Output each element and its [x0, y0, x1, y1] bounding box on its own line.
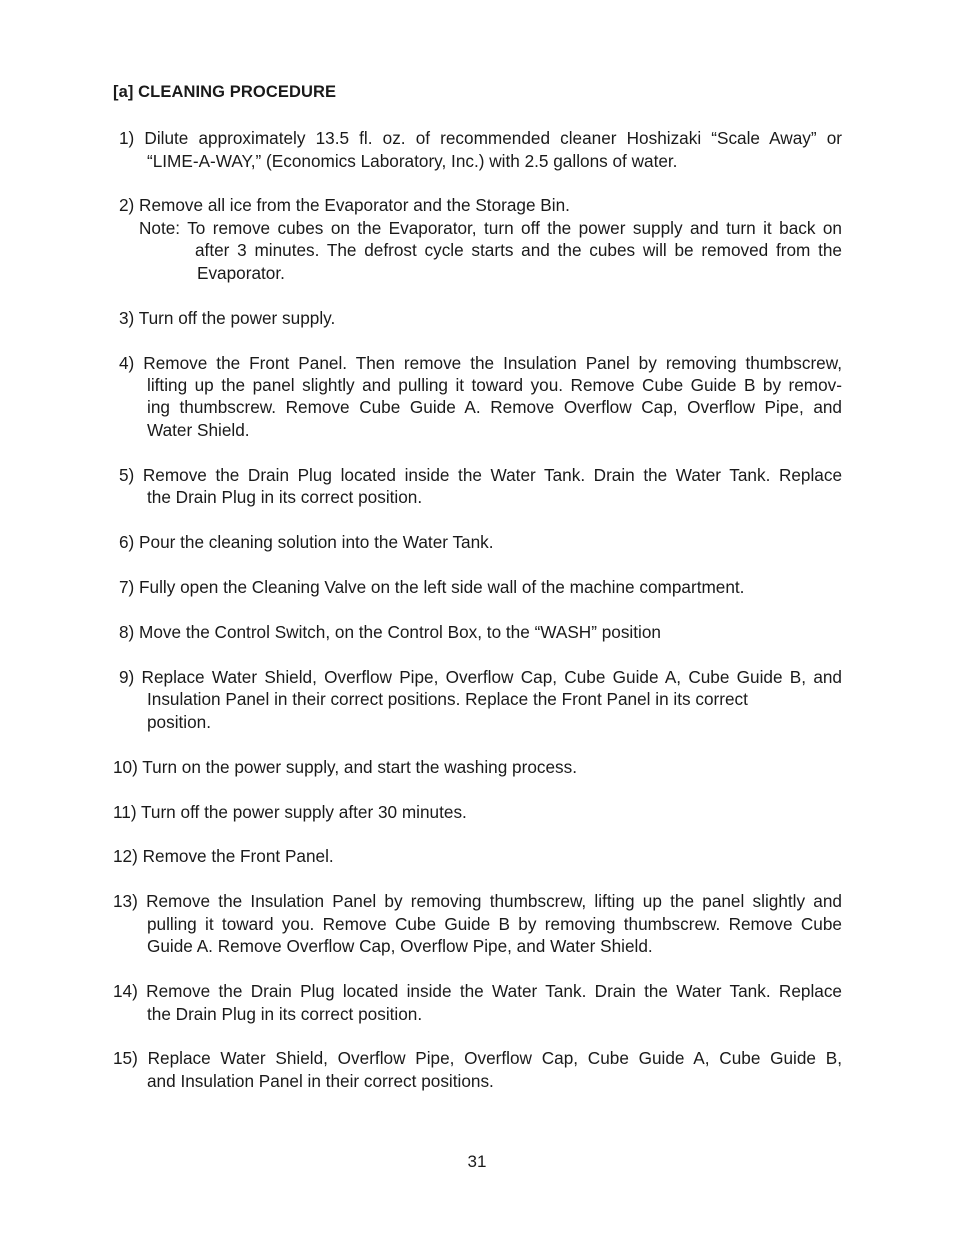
- step-1-line-1: 1) Dilute approximately 13.5 fl. oz. of recommended cleaner Hoshizaki “Scale Away” or: [119, 128, 842, 148]
- step-8-line-1: 8) Move the Control Switch, on the Control Box, to the “WASH” position: [119, 622, 661, 642]
- page-number: 31: [467, 1152, 487, 1171]
- step-9-line-3: position.: [147, 712, 212, 732]
- step-6-line-1: 6) Pour the cleaning solution into the Water Tank.: [119, 532, 494, 552]
- step-1-line-2: “LIME-A-WAY,” (Economics Laboratory, Inc.) with 2.5 gallons of water.: [147, 151, 678, 171]
- step-13-line-2: pulling it toward you. Remove Cube Guide B by removing thumbscrew. Remove Cube: [147, 914, 842, 934]
- step-5-line-1: 5) Remove the Drain Plug located inside the Water Tank. Drain the Water Tank. Replace: [119, 465, 842, 485]
- section-heading: [a] CLEANING PROCEDURE: [113, 83, 337, 101]
- step-2-line-1: 2) Remove all ice from the Evaporator and the Storage Bin.: [119, 195, 570, 215]
- step-2-note-line-3: Evaporator.: [197, 263, 285, 283]
- step-2-note-line-1: Note: To remove cubes on the Evaporator, turn off the power supply and turn it back on: [139, 218, 842, 238]
- step-4-line-4: Water Shield.: [147, 420, 250, 440]
- step-5-line-2: the Drain Plug in its correct position.: [147, 487, 423, 507]
- step-2-note-line-2: after 3 minutes. The defrost cycle starts and the cubes will be removed from the: [195, 240, 842, 260]
- step-13-line-1: 13) Remove the Insulation Panel by removing thumbscrew, lifting up the panel slightly and: [113, 891, 842, 911]
- step-14-line-1: 14) Remove the Drain Plug located inside the Water Tank. Drain the Water Tank. Replace: [113, 981, 842, 1001]
- step-12-line-1: 12) Remove the Front Panel.: [113, 846, 334, 866]
- step-4-line-3: ing thumbscrew. Remove Cube Guide A. Remove Overflow Cap, Overflow Pipe, and: [147, 397, 842, 417]
- step-9-line-1: 9) Replace Water Shield, Overflow Pipe, Overflow Cap, Cube Guide A, Cube Guide B, and: [119, 667, 842, 687]
- step-14-line-2: the Drain Plug in its correct position.: [147, 1004, 423, 1024]
- step-4-line-1: 4) Remove the Front Panel. Then remove the Insulation Panel by removing thumbscrew,: [119, 353, 842, 373]
- step-15-line-1: 15) Replace Water Shield, Overflow Pipe, Overflow Cap, Cube Guide A, Cube Guide B,: [113, 1048, 842, 1068]
- step-10-line-1: 10) Turn on the power supply, and start the washing process.: [113, 757, 578, 777]
- step-3-line-1: 3) Turn off the power supply.: [119, 308, 336, 328]
- step-9-line-2: Insulation Panel in their correct positions. Replace the Front Panel in its correct: [147, 689, 748, 709]
- step-13-line-3: Guide A. Remove Overflow Cap, Overflow Pipe, and Water Shield.: [147, 936, 653, 956]
- step-11-line-1: 11) Turn off the power supply after 30 minutes.: [113, 802, 467, 822]
- step-4-line-2: lifting up the panel slightly and pulling it toward you. Remove Cube Guide B by remov-: [147, 375, 842, 395]
- step-15-line-2: and Insulation Panel in their correct positions.: [147, 1071, 494, 1091]
- step-7-line-1: 7) Fully open the Cleaning Valve on the left side wall of the machine compartment.: [119, 577, 745, 597]
